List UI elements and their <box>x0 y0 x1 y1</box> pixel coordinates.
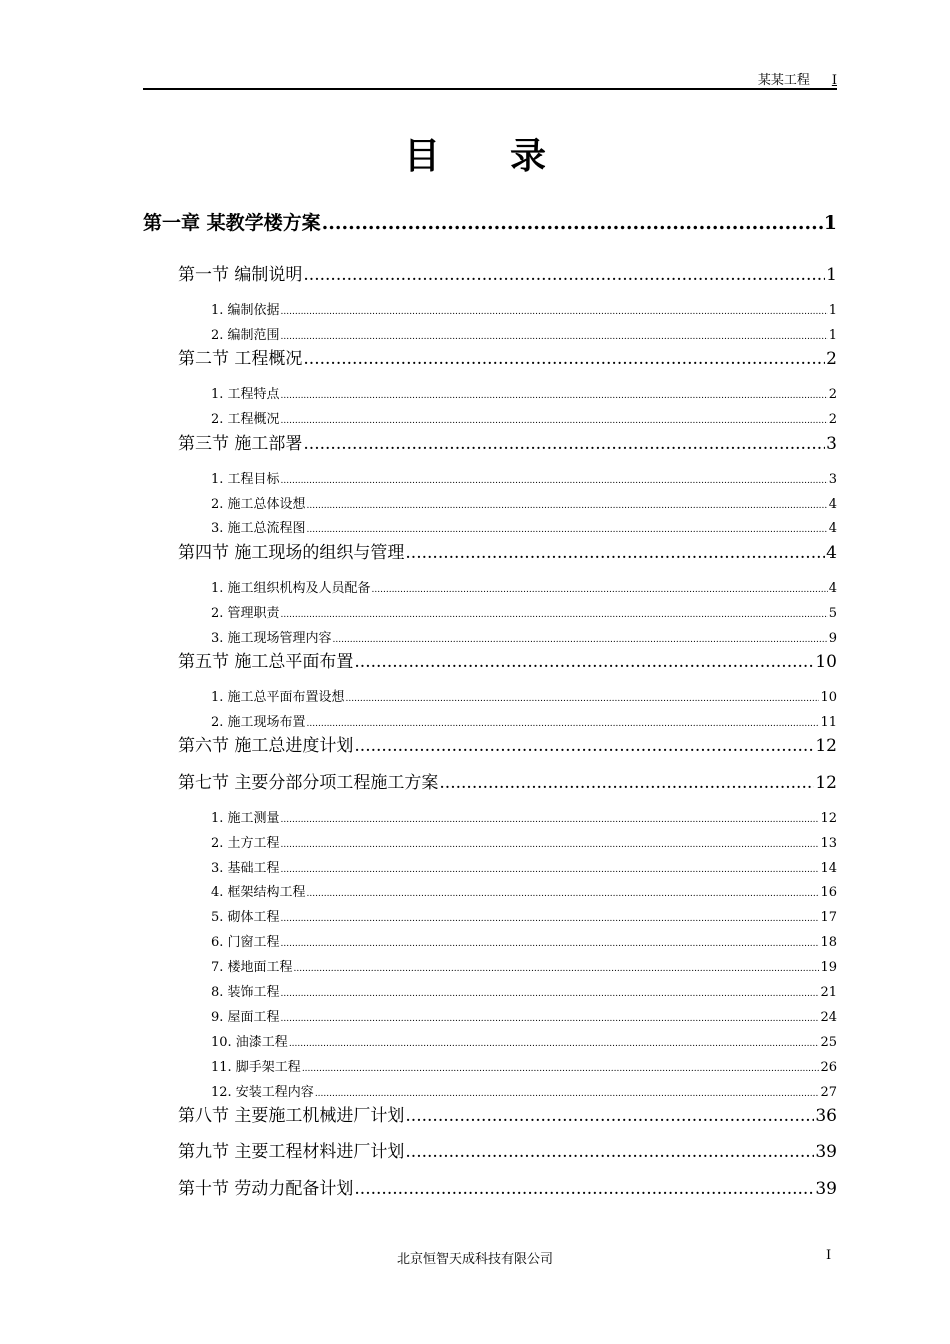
toc-entry-page: 12 <box>820 810 837 826</box>
dot-leader <box>439 773 814 793</box>
dot-leader <box>294 964 820 974</box>
dot-leader <box>281 989 820 999</box>
dot-leader <box>303 265 825 285</box>
toc-subsection[interactable] <box>211 299 837 318</box>
toc-entry-page: 1 <box>828 327 837 343</box>
page-header <box>143 66 837 90</box>
toc-entry-label: 7. 楼地面工程 <box>211 960 293 976</box>
toc-subsection[interactable] <box>211 1081 837 1100</box>
toc-entry-label: 3. 施工总流程图 <box>211 521 306 537</box>
dot-leader <box>281 307 828 317</box>
toc-section[interactable] <box>178 429 837 454</box>
toc-subsection[interactable] <box>211 686 837 705</box>
dot-leader <box>302 1064 820 1074</box>
toc-entry-page: 26 <box>820 1059 837 1075</box>
toc-entry-label: 2. 施工总体设想 <box>211 496 306 512</box>
toc-subsection[interactable] <box>211 956 837 975</box>
toc-entry-label: 1. 编制依据 <box>211 303 280 318</box>
toc-entry-page: 16 <box>820 885 837 901</box>
toc-subsection[interactable] <box>211 832 837 851</box>
dot-leader <box>303 434 825 454</box>
toc-entry-page: 5 <box>828 605 837 621</box>
toc-entry-page: 13 <box>820 835 837 851</box>
dot-leader <box>354 736 814 756</box>
toc-entry-page: 18 <box>820 935 837 951</box>
toc-subsection[interactable] <box>211 602 837 621</box>
toc-entry-page: 2 <box>826 349 837 370</box>
toc-entry-page: 4 <box>828 496 837 512</box>
toc-entry-page: 3 <box>828 471 837 487</box>
dot-leader <box>281 476 828 486</box>
header-text <box>758 69 837 88</box>
toc-subsection[interactable] <box>211 1006 837 1025</box>
dot-leader <box>322 212 823 234</box>
toc-entry-page: 10 <box>820 690 837 705</box>
toc-entry-page: 9 <box>828 630 837 646</box>
toc-entry-page: 3 <box>826 433 837 454</box>
dot-leader <box>333 635 828 645</box>
toc-subsection[interactable] <box>211 931 837 950</box>
toc-entry-label: 第八节 主要施工机械进厂计划 <box>178 1106 405 1126</box>
toc-subsection[interactable] <box>211 1056 837 1075</box>
toc-entry-page: 14 <box>820 860 837 876</box>
toc-entry-label: 第七节 主要分部分项工程施工方案 <box>178 772 439 793</box>
toc-entry-page: 2 <box>828 412 837 428</box>
toc-entry-page: 36 <box>815 1106 837 1126</box>
toc-entry-page: 21 <box>820 985 837 1000</box>
toc-entry-page: 4 <box>826 542 837 563</box>
dot-leader <box>281 610 828 620</box>
toc-entry-label: 第一章 某教学楼方案 <box>143 212 321 234</box>
dot-leader <box>315 1089 820 1099</box>
toc-section[interactable] <box>178 344 837 369</box>
toc-entry-label: 2. 编制范围 <box>211 327 280 343</box>
toc-entry-page: 12 <box>815 736 837 757</box>
dot-leader <box>281 416 828 426</box>
dot-leader <box>307 525 828 535</box>
toc-entry-label: 4. 框架结构工程 <box>211 885 306 901</box>
toc-entry-label: 2. 土方工程 <box>211 835 280 851</box>
toc-entry-label: 1. 施工组织机构及人员配备 <box>211 580 371 596</box>
dot-leader <box>281 939 820 949</box>
toc-entry-page: 11 <box>820 714 837 730</box>
dot-leader <box>281 391 828 401</box>
toc-entry-label: 3. 基础工程 <box>211 860 280 876</box>
toc-subsection[interactable] <box>211 1031 837 1050</box>
toc-subsection[interactable] <box>211 383 837 402</box>
toc-entry-label: 1. 工程目标 <box>211 471 280 487</box>
header-page-number: I <box>831 73 837 88</box>
toc-subsection[interactable] <box>211 906 837 925</box>
toc-entry-page: 4 <box>828 521 837 537</box>
dot-leader <box>281 914 820 924</box>
toc-section[interactable] <box>178 1101 837 1126</box>
dot-leader <box>281 865 820 875</box>
toc-entry-page: 25 <box>820 1034 837 1050</box>
toc-entry-label: 1. 施工测量 <box>211 810 280 826</box>
dot-leader <box>354 1179 814 1199</box>
toc-subsection[interactable] <box>211 981 837 1000</box>
toc-entry-label: 第十节 劳动力配备计划 <box>178 1178 354 1199</box>
toc-entry-label: 11. 脚手架工程 <box>211 1059 301 1075</box>
toc-entry-page: 1 <box>823 212 837 234</box>
toc-entry-page: 17 <box>820 910 837 926</box>
page-title: 目录 <box>403 136 616 177</box>
toc-entry-label: 8. 装饰工程 <box>211 985 280 1000</box>
toc-section[interactable] <box>178 1174 837 1199</box>
toc-section[interactable] <box>178 538 837 563</box>
toc-subsection[interactable] <box>211 324 837 343</box>
dot-leader <box>405 543 825 563</box>
toc-entry-label: 第四节 施工现场的组织与管理 <box>178 542 405 563</box>
toc-entry-label: 9. 屋面工程 <box>211 1009 280 1025</box>
toc-section[interactable] <box>178 768 837 793</box>
footer-company: 北京恒智天成科技有限公司 <box>396 1252 553 1267</box>
toc-entry-page: 12 <box>815 772 837 793</box>
toc-subsection[interactable] <box>211 493 837 512</box>
toc-entry-label: 5. 砌体工程 <box>211 910 280 926</box>
toc-entry-label: 第二节 工程概况 <box>178 349 303 370</box>
toc-entry-label: 2. 管理职责 <box>211 605 280 621</box>
dot-leader <box>281 840 820 850</box>
toc-entry-label: 10. 油漆工程 <box>211 1034 288 1050</box>
toc-entry-page: 10 <box>815 652 837 672</box>
dot-leader <box>307 889 820 899</box>
toc-section[interactable] <box>178 260 837 285</box>
dot-leader <box>281 332 828 342</box>
toc-entry-label: 2. 工程概况 <box>211 412 280 428</box>
toc-entry-label: 12. 安装工程内容 <box>211 1084 314 1100</box>
toc-subsection[interactable] <box>211 577 837 596</box>
toc-entry-label: 第五节 施工总平面布置 <box>178 652 354 672</box>
toc-entry-label: 第三节 施工部署 <box>178 433 303 454</box>
toc-subsection[interactable] <box>211 627 837 646</box>
toc-subsection[interactable] <box>211 468 837 487</box>
dot-leader <box>346 694 820 704</box>
toc-subsection[interactable] <box>211 807 837 826</box>
dot-leader <box>405 1142 814 1162</box>
toc-entry-label: 1. 施工总平面布置设想 <box>211 690 345 705</box>
dot-leader <box>372 585 828 595</box>
toc-entry-label: 第九节 主要工程材料进厂计划 <box>178 1142 405 1163</box>
dot-leader <box>281 1014 820 1024</box>
dot-leader <box>307 719 820 729</box>
toc-entry-label: 第六节 施工总进度计划 <box>178 736 354 757</box>
toc-entry-page: 24 <box>820 1009 837 1025</box>
dot-leader <box>281 815 820 825</box>
dot-leader <box>303 349 825 369</box>
toc-entry-page: 1 <box>828 303 837 318</box>
dot-leader <box>354 652 814 672</box>
toc-entry-label: 6. 门窗工程 <box>211 935 280 951</box>
toc-entry-page: 2 <box>828 387 837 403</box>
toc-subsection[interactable] <box>211 711 837 730</box>
toc-section[interactable] <box>178 1137 837 1162</box>
dot-leader <box>405 1106 814 1126</box>
toc-subsection[interactable] <box>211 408 837 427</box>
toc-subsection[interactable] <box>211 881 837 900</box>
toc-entry-page: 39 <box>815 1178 837 1199</box>
dot-leader <box>307 501 828 511</box>
toc-entry-page: 1 <box>826 265 837 285</box>
toc-chapter[interactable] <box>143 208 837 235</box>
toc-section[interactable] <box>178 731 837 756</box>
toc-entry-page: 19 <box>820 960 837 976</box>
toc-subsection[interactable] <box>211 857 837 876</box>
toc-entry-page: 4 <box>828 580 837 596</box>
toc-section[interactable] <box>178 647 837 672</box>
toc-entry-label: 3. 施工现场管理内容 <box>211 630 332 646</box>
toc-entry-page: 39 <box>815 1142 837 1163</box>
toc-entry-label: 1. 工程特点 <box>211 387 280 403</box>
toc-entry-label: 2. 施工现场布置 <box>211 714 306 730</box>
toc-subsection[interactable] <box>211 517 837 536</box>
toc-entry-label: 第一节 编制说明 <box>178 265 303 285</box>
footer-page-number: I <box>826 1248 832 1263</box>
toc-entry-page: 27 <box>820 1084 837 1100</box>
dot-leader <box>289 1039 820 1049</box>
header-project: 某某工程 <box>757 73 810 88</box>
